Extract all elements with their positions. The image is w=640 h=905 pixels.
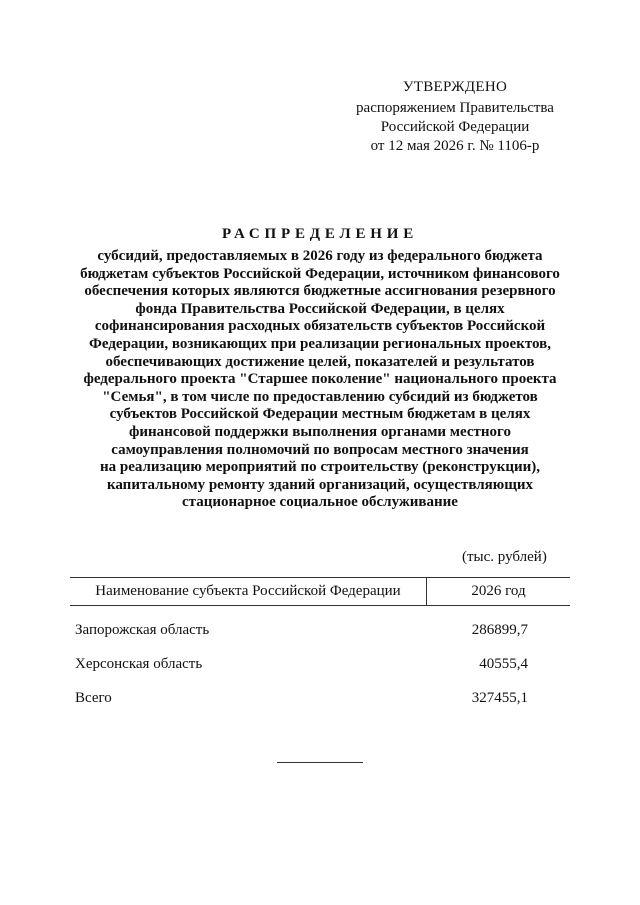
subtitle-line: бюджетам субъектов Российской Федерации, источником финансового (80, 265, 560, 282)
subtitle-line: субсидий, предоставляемых в 2026 году из федерального бюджета (97, 248, 543, 264)
document-subtitle (60, 248, 580, 512)
row-region-name: Запорожская область (75, 622, 210, 638)
subtitle-line: Федерации, возникающих при реализации региональных проектов, (89, 335, 551, 352)
row-amount: 40555,4 (479, 656, 528, 672)
subtitle-line: софинансирования расходных обязательств субъектов Российской (94, 318, 546, 335)
subtitle-line: обеспечения которых являются бюджетные ассигнования резервного (84, 283, 556, 300)
subtitle-line: фонда Правительства Российской Федерации, в целях (135, 300, 505, 317)
approval-stamp: УТВЕРЖДЕНО (402, 79, 508, 95)
approval-line: Российской Федерации (380, 119, 530, 135)
document-title: РАСПРЕДЕЛЕНИЕ (221, 226, 419, 242)
header-region-name: Наименование субъекта Российской Федерации (70, 578, 427, 605)
approval-line: от 12 мая 2026 г. № 1106-р (370, 138, 540, 154)
subtitle-line: стационарное социальное обслуживание (182, 494, 458, 511)
subtitle-line: финансовой поддержки выполнения органами местного (129, 423, 511, 440)
units-label: (тыс. рублей) (462, 549, 547, 565)
table-row (70, 622, 570, 656)
end-divider (277, 762, 363, 763)
row-region-name: Херсонская область (75, 656, 203, 672)
approval-block (330, 78, 580, 156)
table-row-total (70, 690, 570, 724)
table-body (70, 606, 570, 724)
subtitle-line: субъектов Российской Федерации местным бюджетам в целях (109, 406, 531, 423)
row-amount: 286899,7 (471, 622, 528, 638)
approval-line: распоряжением Правительства (356, 100, 554, 116)
subtitle-line: "Семья", в том числе по предоставлению субсидий из бюджетов (102, 388, 538, 405)
row-total-amount: 327455,1 (471, 690, 528, 706)
header-year: 2026 год (471, 583, 526, 599)
subtitle-line: самоуправления полномочий по вопросам местного значения (111, 441, 529, 458)
subtitle-line: обеспечивающих достижение целей, показателей и результатов (105, 353, 535, 370)
table-header (70, 577, 570, 606)
subtitle-line: капитальному ремонту зданий организаций, осуществляющих (106, 476, 534, 493)
subtitle-line: федерального проекта "Старшее поколение" национального проекта (83, 371, 557, 388)
distribution-table (70, 577, 570, 724)
table-row (70, 656, 570, 690)
subtitle-line: на реализацию мероприятий по строительству (реконструкции), (99, 459, 541, 476)
row-total-label: Всего (75, 690, 112, 706)
